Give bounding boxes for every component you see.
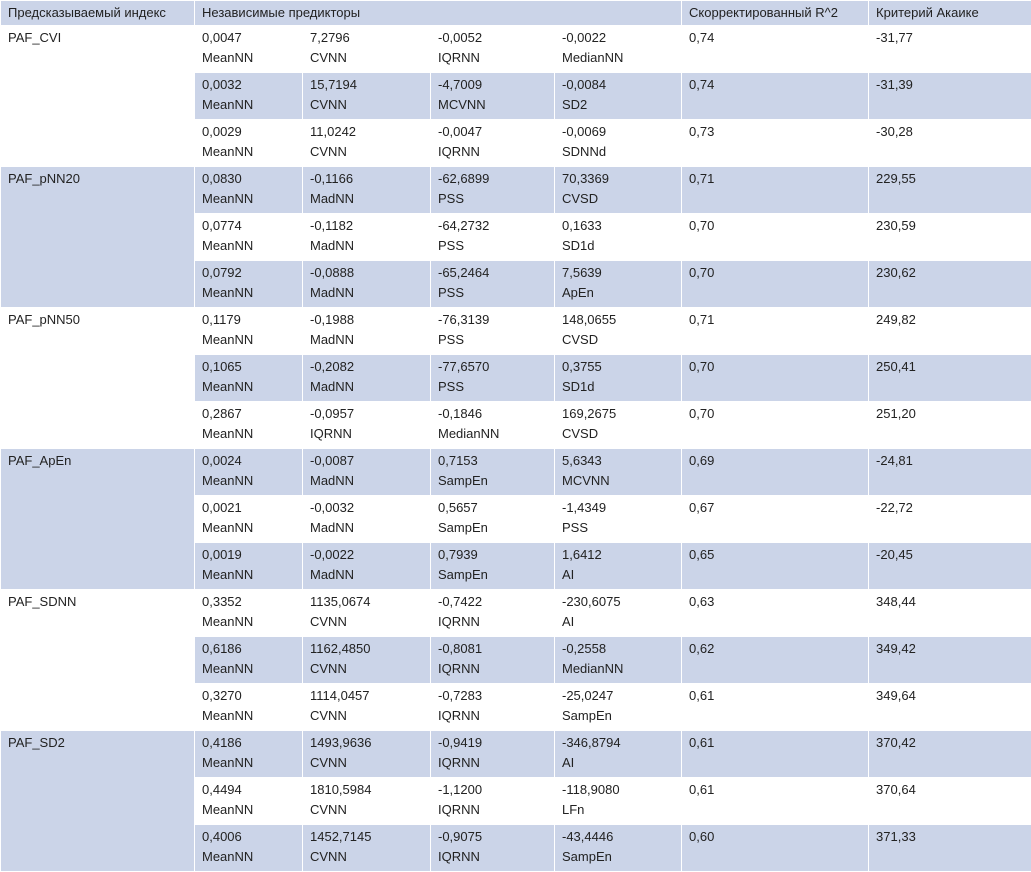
predictor-cell xyxy=(195,402,303,449)
coefficient-value: 0,0774 xyxy=(202,216,296,236)
predictor-cell xyxy=(195,590,303,637)
predictor-name: IQRNN xyxy=(438,612,548,632)
aic-cell: 349,64 xyxy=(869,684,1031,731)
predictor-cell xyxy=(555,825,682,872)
predictor-name: MadNN xyxy=(310,377,424,397)
header-aic: Критерий Акаике xyxy=(869,1,1031,26)
predictor-name: MeanNN xyxy=(202,518,296,538)
predictor-name: MadNN xyxy=(310,518,424,538)
coefficient-value: 1135,0674 xyxy=(310,592,424,612)
coefficient-value: -118,9080 xyxy=(562,780,675,800)
predictor-name: MedianNN xyxy=(562,659,675,679)
predictor-cell xyxy=(555,637,682,684)
predictor-cell xyxy=(555,731,682,778)
predictor-cell xyxy=(431,26,555,73)
coefficient-value: -25,0247 xyxy=(562,686,675,706)
coefficient-value: -0,8081 xyxy=(438,639,548,659)
coefficient-value: 0,0032 xyxy=(202,75,296,95)
index-name-cell: PAF_SDNN xyxy=(1,590,195,731)
predictor-name: SampEn xyxy=(438,471,548,491)
table-row xyxy=(1,590,1031,637)
predictor-cell xyxy=(555,778,682,825)
predictor-cell xyxy=(431,167,555,214)
predictor-name: IQRNN xyxy=(438,753,548,773)
coefficient-value: 0,7153 xyxy=(438,451,548,471)
coefficient-value: -0,2558 xyxy=(562,639,675,659)
predictor-name: MadNN xyxy=(310,236,424,256)
table-row xyxy=(1,731,1031,778)
predictor-cell xyxy=(555,167,682,214)
coefficient-value: 169,2675 xyxy=(562,404,675,424)
aic-cell: 230,59 xyxy=(869,214,1031,261)
coefficient-value: 1114,0457 xyxy=(310,686,424,706)
predictor-cell xyxy=(195,684,303,731)
predictor-name: CVNN xyxy=(310,142,424,162)
predictor-cell xyxy=(195,637,303,684)
coefficient-value: 0,0021 xyxy=(202,498,296,518)
predictor-cell xyxy=(195,449,303,496)
coefficient-value: -0,7283 xyxy=(438,686,548,706)
coefficient-value: 1162,4850 xyxy=(310,639,424,659)
predictor-name: MeanNN xyxy=(202,753,296,773)
predictor-cell xyxy=(555,402,682,449)
aic-cell: 349,42 xyxy=(869,637,1031,684)
predictor-cell xyxy=(303,402,431,449)
coefficient-value: -0,0069 xyxy=(562,122,675,142)
coefficient-value: 0,2867 xyxy=(202,404,296,424)
aic-cell: 249,82 xyxy=(869,308,1031,355)
coefficient-value: -0,0032 xyxy=(310,498,424,518)
table-body xyxy=(1,26,1031,872)
predictor-cell xyxy=(555,496,682,543)
adjusted-r2-cell: 0,70 xyxy=(682,214,869,261)
predictor-name: CVNN xyxy=(310,95,424,115)
aic-cell: 348,44 xyxy=(869,590,1031,637)
predictor-cell xyxy=(195,731,303,778)
predictor-cell xyxy=(555,543,682,590)
predictor-cell xyxy=(555,73,682,120)
predictor-name: LFn xyxy=(562,800,675,820)
coefficient-value: -0,0957 xyxy=(310,404,424,424)
predictor-cell xyxy=(431,308,555,355)
predictor-name: MeanNN xyxy=(202,377,296,397)
adjusted-r2-cell: 0,61 xyxy=(682,778,869,825)
adjusted-r2-cell: 0,73 xyxy=(682,120,869,167)
aic-cell: 370,42 xyxy=(869,731,1031,778)
coefficient-value: 0,5657 xyxy=(438,498,548,518)
coefficient-value: -1,1200 xyxy=(438,780,548,800)
predictor-name: AI xyxy=(562,565,675,585)
predictor-name: ApEn xyxy=(562,283,675,303)
coefficient-value: 7,5639 xyxy=(562,263,675,283)
adjusted-r2-cell: 0,74 xyxy=(682,26,869,73)
predictor-name: PSS xyxy=(438,236,548,256)
coefficient-value: -346,8794 xyxy=(562,733,675,753)
coefficient-value: 15,7194 xyxy=(310,75,424,95)
aic-cell: -30,28 xyxy=(869,120,1031,167)
predictor-cell xyxy=(303,214,431,261)
adjusted-r2-cell: 0,70 xyxy=(682,355,869,402)
predictor-name: SD2 xyxy=(562,95,675,115)
coefficient-value: -4,7009 xyxy=(438,75,548,95)
aic-cell: 251,20 xyxy=(869,402,1031,449)
index-name-cell: PAF_CVI xyxy=(1,26,195,167)
predictor-name: MadNN xyxy=(310,330,424,350)
header-predictors: Независимые предикторы xyxy=(195,1,682,26)
coefficient-value: 0,0019 xyxy=(202,545,296,565)
predictor-cell xyxy=(303,543,431,590)
coefficient-value: -64,2732 xyxy=(438,216,548,236)
adjusted-r2-cell: 0,70 xyxy=(682,402,869,449)
coefficient-value: 0,4186 xyxy=(202,733,296,753)
predictor-cell xyxy=(195,496,303,543)
aic-cell: 370,64 xyxy=(869,778,1031,825)
coefficient-value: -0,0022 xyxy=(310,545,424,565)
predictor-name: IQRNN xyxy=(438,847,548,867)
predictor-name: MadNN xyxy=(310,283,424,303)
coefficient-value: 0,1179 xyxy=(202,310,296,330)
predictor-cell xyxy=(431,731,555,778)
aic-cell: 229,55 xyxy=(869,167,1031,214)
predictor-name: MeanNN xyxy=(202,659,296,679)
predictor-name: CVNN xyxy=(310,753,424,773)
predictor-cell xyxy=(555,261,682,308)
predictor-cell xyxy=(195,261,303,308)
header-index: Предсказываемый индекс xyxy=(1,1,195,26)
predictor-name: CVNN xyxy=(310,706,424,726)
coefficient-value: -0,9075 xyxy=(438,827,548,847)
predictor-cell xyxy=(555,449,682,496)
predictor-cell xyxy=(555,590,682,637)
predictor-cell xyxy=(195,120,303,167)
aic-cell: 230,62 xyxy=(869,261,1031,308)
coefficient-value: -62,6899 xyxy=(438,169,548,189)
coefficient-value: 0,1065 xyxy=(202,357,296,377)
coefficient-value: 11,0242 xyxy=(310,122,424,142)
adjusted-r2-cell: 0,74 xyxy=(682,73,869,120)
predictor-cell xyxy=(431,355,555,402)
coefficient-value: 0,1633 xyxy=(562,216,675,236)
aic-cell: -22,72 xyxy=(869,496,1031,543)
coefficient-value: 0,4006 xyxy=(202,827,296,847)
coefficient-value: -0,0087 xyxy=(310,451,424,471)
predictor-name: CVNN xyxy=(310,800,424,820)
predictor-name: CVSD xyxy=(562,330,675,350)
predictor-name: IQRNN xyxy=(438,706,548,726)
table-row xyxy=(1,167,1031,214)
aic-cell: -20,45 xyxy=(869,543,1031,590)
coefficient-value: 1,6412 xyxy=(562,545,675,565)
predictor-cell xyxy=(555,308,682,355)
table-row xyxy=(1,449,1031,496)
predictor-cell xyxy=(555,684,682,731)
predictor-cell xyxy=(303,261,431,308)
table-row xyxy=(1,308,1031,355)
coefficient-value: -43,4446 xyxy=(562,827,675,847)
predictor-cell xyxy=(195,825,303,872)
coefficient-value: -0,1166 xyxy=(310,169,424,189)
predictor-cell xyxy=(431,543,555,590)
predictor-cell xyxy=(303,590,431,637)
predictor-cell xyxy=(431,590,555,637)
predictor-cell xyxy=(431,825,555,872)
coefficient-value: -0,9419 xyxy=(438,733,548,753)
coefficient-value: 1493,9636 xyxy=(310,733,424,753)
predictor-name: MeanNN xyxy=(202,612,296,632)
predictor-name: SampEn xyxy=(562,847,675,867)
predictor-name: MCVNN xyxy=(438,95,548,115)
predictor-cell xyxy=(555,214,682,261)
predictor-cell xyxy=(195,355,303,402)
predictor-name: PSS xyxy=(438,377,548,397)
predictor-cell xyxy=(303,496,431,543)
predictor-name: MeanNN xyxy=(202,189,296,209)
predictor-name: MeanNN xyxy=(202,142,296,162)
predictor-cell xyxy=(195,73,303,120)
predictor-name: SD1d xyxy=(562,377,675,397)
predictor-name: CVSD xyxy=(562,189,675,209)
header-row xyxy=(1,1,1031,26)
adjusted-r2-cell: 0,71 xyxy=(682,167,869,214)
predictor-name: MCVNN xyxy=(562,471,675,491)
predictor-name: MadNN xyxy=(310,565,424,585)
predictor-cell xyxy=(303,684,431,731)
predictor-name: MeanNN xyxy=(202,565,296,585)
coefficient-value: 0,3755 xyxy=(562,357,675,377)
predictor-name: MadNN xyxy=(310,189,424,209)
predictor-name: IQRNN xyxy=(438,48,548,68)
coefficient-value: 0,6186 xyxy=(202,639,296,659)
coefficient-value: -0,0084 xyxy=(562,75,675,95)
coefficient-value: -230,6075 xyxy=(562,592,675,612)
adjusted-r2-cell: 0,69 xyxy=(682,449,869,496)
predictor-name: SampEn xyxy=(438,565,548,585)
aic-cell: -31,77 xyxy=(869,26,1031,73)
coefficient-value: -65,2464 xyxy=(438,263,548,283)
adjusted-r2-cell: 0,62 xyxy=(682,637,869,684)
adjusted-r2-cell: 0,70 xyxy=(682,261,869,308)
coefficient-value: 7,2796 xyxy=(310,28,424,48)
predictor-name: SD1d xyxy=(562,236,675,256)
predictor-cell xyxy=(431,684,555,731)
aic-cell: -24,81 xyxy=(869,449,1031,496)
predictor-name: MadNN xyxy=(310,471,424,491)
predictor-name: IQRNN xyxy=(310,424,424,444)
predictor-cell xyxy=(555,355,682,402)
predictor-name: PSS xyxy=(438,189,548,209)
predictor-name: IQRNN xyxy=(438,800,548,820)
predictor-cell xyxy=(195,778,303,825)
predictor-name: SDNNd xyxy=(562,142,675,162)
predictor-cell xyxy=(303,120,431,167)
predictor-cell xyxy=(303,355,431,402)
index-name-cell: PAF_pNN50 xyxy=(1,308,195,449)
coefficient-value: -0,0022 xyxy=(562,28,675,48)
coefficient-value: -1,4349 xyxy=(562,498,675,518)
coefficient-value: 1452,7145 xyxy=(310,827,424,847)
predictor-name: MeanNN xyxy=(202,847,296,867)
predictor-cell xyxy=(431,261,555,308)
predictor-cell xyxy=(195,167,303,214)
predictor-cell xyxy=(303,778,431,825)
coefficient-value: 0,3352 xyxy=(202,592,296,612)
predictor-cell xyxy=(195,308,303,355)
predictor-cell xyxy=(303,825,431,872)
predictor-cell xyxy=(555,120,682,167)
predictor-name: MedianNN xyxy=(562,48,675,68)
aic-cell: 250,41 xyxy=(869,355,1031,402)
coefficient-value: 148,0655 xyxy=(562,310,675,330)
predictor-cell xyxy=(195,214,303,261)
predictor-name: MeanNN xyxy=(202,283,296,303)
predictor-name: CVNN xyxy=(310,659,424,679)
coefficient-value: 0,3270 xyxy=(202,686,296,706)
predictor-cell xyxy=(431,637,555,684)
adjusted-r2-cell: 0,60 xyxy=(682,825,869,872)
predictor-name: MeanNN xyxy=(202,236,296,256)
adjusted-r2-cell: 0,67 xyxy=(682,496,869,543)
predictor-name: CVNN xyxy=(310,612,424,632)
coefficient-value: -0,1846 xyxy=(438,404,548,424)
predictor-cell xyxy=(303,26,431,73)
predictor-cell xyxy=(431,73,555,120)
index-name-cell: PAF_ApEn xyxy=(1,449,195,590)
adjusted-r2-cell: 0,61 xyxy=(682,684,869,731)
predictor-cell xyxy=(303,449,431,496)
coefficient-value: 0,7939 xyxy=(438,545,548,565)
coefficient-value: 0,0792 xyxy=(202,263,296,283)
predictor-cell xyxy=(431,778,555,825)
aic-cell: 371,33 xyxy=(869,825,1031,872)
predictor-name: IQRNN xyxy=(438,659,548,679)
coefficient-value: 0,0024 xyxy=(202,451,296,471)
predictor-name: MeanNN xyxy=(202,424,296,444)
predictor-name: PSS xyxy=(438,283,548,303)
coefficient-value: 5,6343 xyxy=(562,451,675,471)
predictor-name: MeanNN xyxy=(202,706,296,726)
coefficient-value: -0,0888 xyxy=(310,263,424,283)
predictor-cell xyxy=(303,731,431,778)
predictor-name: SampEn xyxy=(562,706,675,726)
predictor-cell xyxy=(431,120,555,167)
table-row xyxy=(1,26,1031,73)
adjusted-r2-cell: 0,63 xyxy=(682,590,869,637)
predictor-name: MedianNN xyxy=(438,424,548,444)
aic-cell: -31,39 xyxy=(869,73,1031,120)
predictor-cell xyxy=(431,214,555,261)
predictor-cell xyxy=(303,73,431,120)
predictor-cell xyxy=(195,26,303,73)
index-name-cell: PAF_pNN20 xyxy=(1,167,195,308)
predictor-name: PSS xyxy=(562,518,675,538)
predictor-name: IQRNN xyxy=(438,142,548,162)
predictor-name: AI xyxy=(562,612,675,632)
predictor-cell xyxy=(195,543,303,590)
coefficient-value: -0,1988 xyxy=(310,310,424,330)
adjusted-r2-cell: 0,65 xyxy=(682,543,869,590)
coefficient-value: -0,0047 xyxy=(438,122,548,142)
predictor-name: MeanNN xyxy=(202,471,296,491)
predictor-name: CVSD xyxy=(562,424,675,444)
predictor-name: MeanNN xyxy=(202,330,296,350)
adjusted-r2-cell: 0,61 xyxy=(682,731,869,778)
adjusted-r2-cell: 0,71 xyxy=(682,308,869,355)
coefficient-value: -77,6570 xyxy=(438,357,548,377)
predictor-name: AI xyxy=(562,753,675,773)
coefficient-value: 0,0029 xyxy=(202,122,296,142)
predictor-cell xyxy=(303,308,431,355)
coefficient-value: -0,7422 xyxy=(438,592,548,612)
predictor-cell xyxy=(303,167,431,214)
predictor-cell xyxy=(303,637,431,684)
coefficient-value: 0,4494 xyxy=(202,780,296,800)
predictor-cell xyxy=(431,402,555,449)
predictor-name: CVNN xyxy=(310,48,424,68)
coefficient-value: -0,0052 xyxy=(438,28,548,48)
coefficient-value: -0,2082 xyxy=(310,357,424,377)
index-name-cell: PAF_SD2 xyxy=(1,731,195,872)
predictor-cell xyxy=(431,496,555,543)
header-r2: Скорректированный R^2 xyxy=(682,1,869,26)
predictor-name: CVNN xyxy=(310,847,424,867)
coefficient-value: 0,0830 xyxy=(202,169,296,189)
coefficient-value: 1810,5984 xyxy=(310,780,424,800)
predictor-name: SampEn xyxy=(438,518,548,538)
coefficient-value: 70,3369 xyxy=(562,169,675,189)
predictor-name: MeanNN xyxy=(202,95,296,115)
coefficient-value: -76,3139 xyxy=(438,310,548,330)
predictor-cell xyxy=(431,449,555,496)
coefficient-value: -0,1182 xyxy=(310,216,424,236)
predictor-name: PSS xyxy=(438,330,548,350)
coefficient-value: 0,0047 xyxy=(202,28,296,48)
predictor-name: MeanNN xyxy=(202,800,296,820)
predictor-cell xyxy=(555,26,682,73)
predictor-name: MeanNN xyxy=(202,48,296,68)
